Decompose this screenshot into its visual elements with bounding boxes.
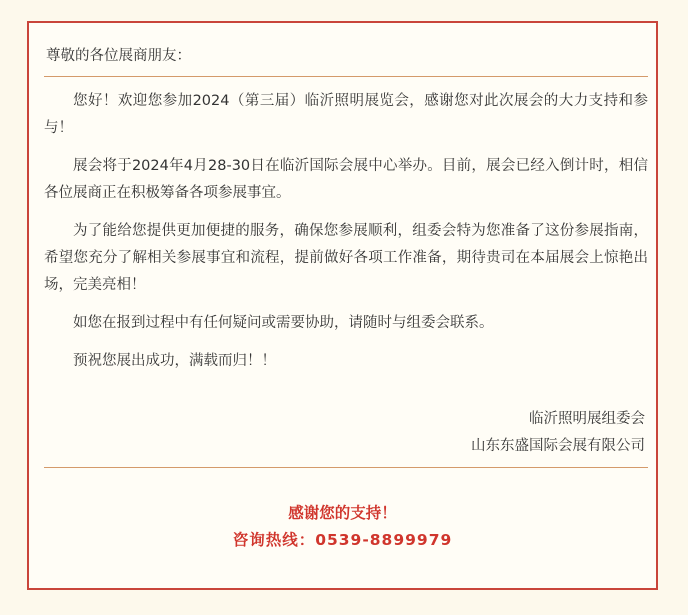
paragraph-welcome: 您好！欢迎您参加2024（第三届）临沂照明展览会，感谢您对此次展会的大力支持和参与！ [44, 93, 648, 136]
paragraph-schedule: 展会将于2024年4月28-30日在临沂国际会展中心举办。目前，展会已经入倒计时，相信各位展商正在积极筹备各项参展事宜。 [44, 158, 648, 201]
divider-bottom [44, 467, 648, 468]
letter-body [44, 88, 648, 386]
letter-frame [27, 21, 658, 590]
thanks-text: 感谢您的支持！ [288, 504, 397, 522]
signature-committee: 临沂照明展组委会 [529, 411, 645, 427]
hotline-text: 咨询热线：0539-8899979 [232, 531, 453, 549]
signature-company: 山东东盛国际会展有限公司 [471, 438, 645, 454]
letter-salutation: 尊敬的各位展商朋友： [46, 48, 191, 64]
letter-signature [471, 406, 645, 460]
paragraph-contact: 如您在报到过程中有任何疑问或需要协助，请随时与组委会联系。 [73, 315, 494, 331]
divider-top [44, 76, 648, 77]
paragraph-guide: 为了能给您提供更加便捷的服务，确保您参展顺利，组委会特为您准备了这份参展指南，希望您充分了解相关参展事宜和流程，提前做好各项工作准备，期待贵司在本届展会上惊艳出场，完美亮相！ [44, 223, 648, 293]
paragraph-wishes: 预祝您展出成功，满载而归！！ [73, 353, 276, 369]
